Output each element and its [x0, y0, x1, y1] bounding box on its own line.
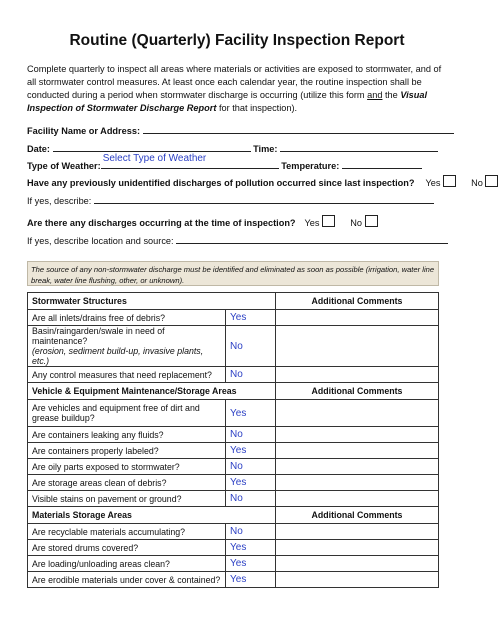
inspection-question [28, 400, 226, 427]
current-no-checkbox[interactable] [365, 215, 378, 227]
current-yes-checkbox[interactable] [322, 215, 335, 227]
inspection-question [28, 310, 226, 326]
intro-paragraph [27, 63, 452, 115]
question-text: Any control measures that need replacement? [32, 369, 212, 380]
question-text: Are erodible materials under cover & contained? [32, 574, 221, 585]
table-row [28, 556, 439, 572]
intro-text-3: for that inspection). [216, 103, 298, 113]
question-subtext: (erosion, sediment build-up, invasive plants, etc.) [32, 346, 204, 366]
question-text: Are oily parts exposed to stormwater? [32, 461, 180, 472]
intro-bold-reference: Visual Inspection of Stormwater Discharge Report [27, 90, 428, 113]
question-text: Are containers leaking any fluids? [32, 429, 164, 440]
answer-select[interactable]: No [226, 459, 276, 475]
comment-field[interactable] [276, 427, 439, 443]
table-row [28, 400, 439, 427]
inspection-question [28, 540, 226, 556]
table-row [28, 427, 439, 443]
answer-select[interactable]: No [226, 524, 276, 540]
section-title: Materials Storage Areas [28, 507, 276, 524]
facility-label: Facility Name or Address: [27, 126, 141, 136]
comment-field[interactable] [276, 367, 439, 383]
inspection-question [28, 326, 226, 367]
comment-field[interactable] [276, 310, 439, 326]
answer-select[interactable]: No [226, 326, 276, 367]
comment-field[interactable] [276, 443, 439, 459]
inspection-question [28, 572, 226, 588]
inspection-question [28, 556, 226, 572]
report-title: Routine (Quarterly) Facility Inspection Report [69, 32, 405, 49]
answer-select[interactable]: Yes [226, 556, 276, 572]
answer-select[interactable]: No [226, 367, 276, 383]
current-describe-label: If yes, describe location and source: [27, 236, 174, 246]
previous-no-label: No [471, 178, 483, 188]
time-label: Time: [253, 144, 278, 154]
additional-comments-header: Additional Comments [276, 383, 439, 400]
section-header-row [28, 293, 439, 310]
comment-field[interactable] [276, 475, 439, 491]
inspection-question [28, 524, 226, 540]
question-text: Are recyclable materials accumulating? [32, 526, 186, 537]
comment-field[interactable] [276, 540, 439, 556]
comment-field[interactable] [276, 326, 439, 367]
temperature-input[interactable] [342, 158, 422, 169]
temperature-label: Temperature: [281, 161, 340, 171]
question-text: Are loading/unloading areas clean? [32, 558, 170, 569]
additional-comments-header: Additional Comments [276, 293, 439, 310]
question-text: Basin/raingarden/swale in need of maintenance? [32, 326, 165, 346]
intro-text-2: the [382, 90, 401, 100]
date-input[interactable] [53, 141, 251, 152]
answer-select[interactable]: Yes [226, 443, 276, 459]
answer-select[interactable]: Yes [226, 572, 276, 588]
date-time-row [27, 141, 438, 154]
previous-yes-label: Yes [425, 178, 441, 188]
previous-describe-label: If yes, describe: [27, 196, 92, 206]
answer-select[interactable]: Yes [226, 540, 276, 556]
facility-input[interactable] [143, 123, 454, 134]
answer-select[interactable]: Yes [226, 310, 276, 326]
question-text: Are vehicles and equipment free of dirt and grease buildup? [32, 403, 200, 423]
weather-select-value: Select Type of Weather [102, 153, 207, 164]
comment-field[interactable] [276, 491, 439, 507]
current-discharge-row [27, 215, 378, 228]
current-no-label: No [350, 218, 362, 228]
inspection-question [28, 427, 226, 443]
answer-select[interactable]: No [226, 491, 276, 507]
table-row [28, 326, 439, 367]
inspection-question [28, 491, 226, 507]
section-header-row [28, 383, 439, 400]
inspection-question [28, 459, 226, 475]
comment-field[interactable] [276, 400, 439, 427]
table-row [28, 491, 439, 507]
facility-row [27, 123, 454, 136]
section-title: Vehicle & Equipment Maintenance/Storage Areas [28, 383, 276, 400]
inspection-table [27, 292, 439, 588]
answer-select[interactable]: Yes [226, 400, 276, 427]
current-describe-input[interactable] [176, 233, 448, 244]
previous-yes-checkbox[interactable] [443, 175, 456, 187]
weather-row [27, 155, 422, 171]
non-stormwater-note: The source of any non-stormwater discharge must be identified and eliminated as soon as possible (irrigation, water line break, water line flushing, other, or unknown). [27, 261, 439, 286]
table-row [28, 572, 439, 588]
comment-field[interactable] [276, 524, 439, 540]
date-label: Date: [27, 144, 50, 154]
answer-select[interactable]: Yes [226, 475, 276, 491]
previous-describe-row [27, 193, 434, 206]
table-row [28, 443, 439, 459]
additional-comments-header: Additional Comments [276, 507, 439, 524]
inspection-question [28, 443, 226, 459]
section-header-row [28, 507, 439, 524]
comment-field[interactable] [276, 572, 439, 588]
section-title: Stormwater Structures [28, 293, 276, 310]
time-input[interactable] [280, 141, 438, 152]
current-discharge-question: Are there any discharges occurring at the time of inspection? [27, 218, 296, 228]
question-text: Are all inlets/drains free of debris? [32, 312, 165, 323]
inspection-question [28, 475, 226, 491]
table-row [28, 310, 439, 326]
table-row [28, 475, 439, 491]
previous-discharge-question: Have any previously unidentified discharges of pollution occurred since last inspection? [27, 178, 415, 188]
inspection-question [28, 367, 226, 383]
intro-and: and [367, 90, 383, 100]
table-row [28, 540, 439, 556]
question-text: Are containers properly labeled? [32, 445, 159, 456]
previous-describe-input[interactable] [94, 193, 434, 204]
table-row [28, 524, 439, 540]
weather-label: Type of Weather: [27, 161, 101, 171]
table-row [28, 459, 439, 475]
previous-discharge-row [27, 175, 498, 188]
intro-text-1: Complete quarterly to inspect all areas where materials or activities are exposed to stormwater, and of all stormwater control measures. At least once each calendar year, the routine inspection shall be conducted during a period when stormwater discharge is occurring (utilize this form [27, 64, 442, 100]
weather-select[interactable] [101, 155, 279, 169]
comment-field[interactable] [276, 556, 439, 572]
previous-no-checkbox[interactable] [485, 175, 498, 187]
table-row [28, 367, 439, 383]
question-text: Are storage areas clean of debris? [32, 477, 167, 488]
current-yes-label: Yes [304, 218, 320, 228]
current-describe-row [27, 233, 448, 246]
question-text: Visible stains on pavement or ground? [32, 493, 182, 504]
comment-field[interactable] [276, 459, 439, 475]
question-text: Are stored drums covered? [32, 542, 139, 553]
answer-select[interactable]: No [226, 427, 276, 443]
